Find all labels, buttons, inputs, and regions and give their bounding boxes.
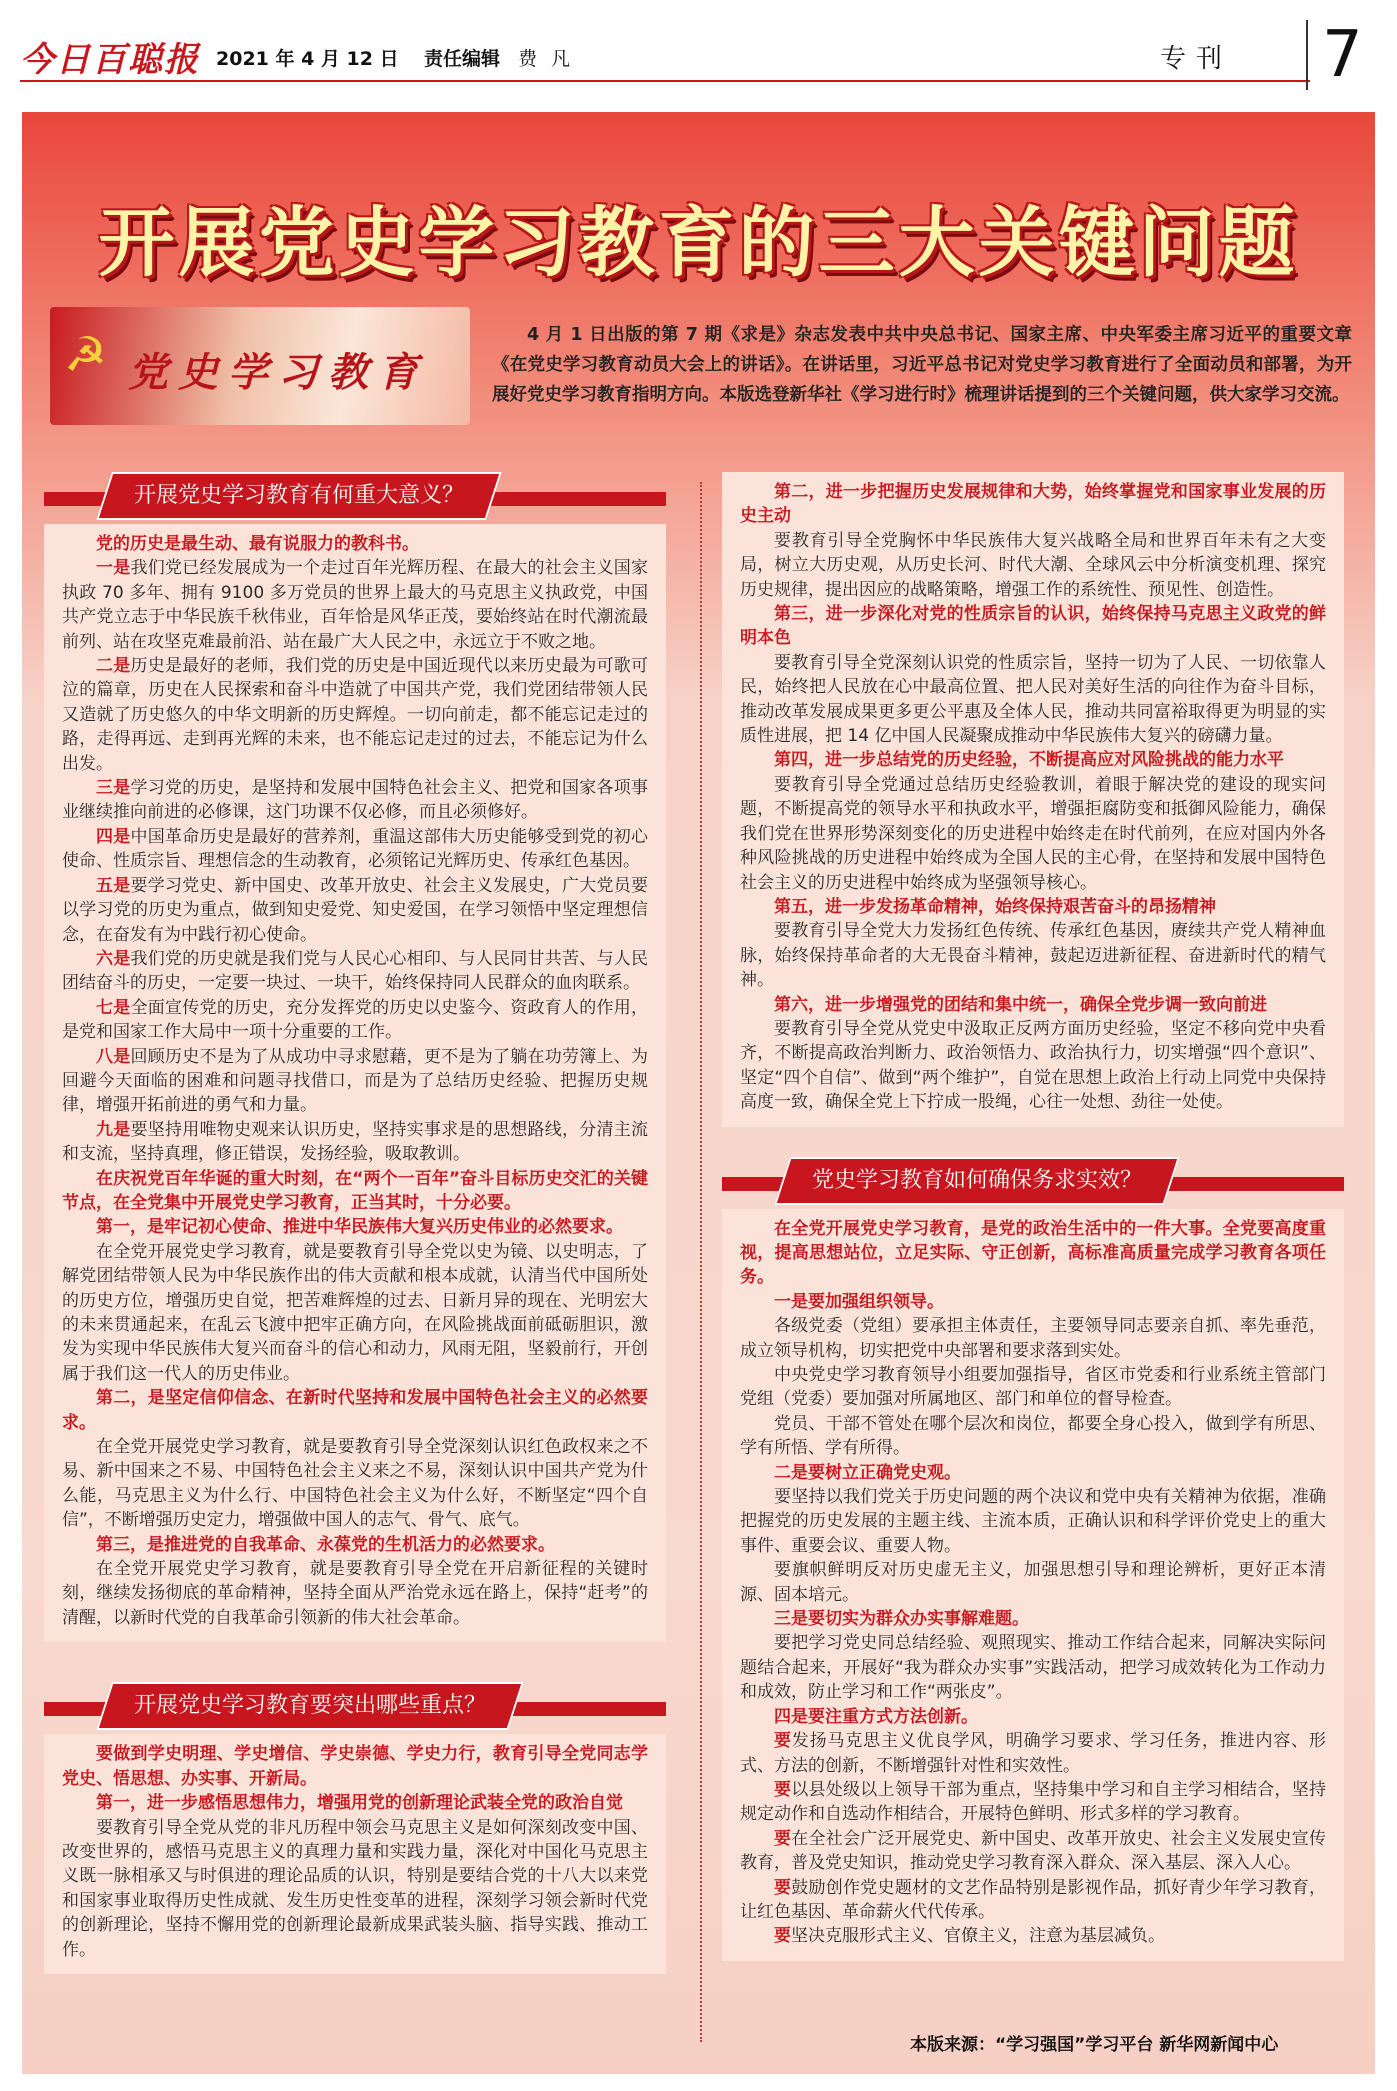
source-credit: 本版来源：“学习强国”学习平台 新华网新闻中心 [910,2035,1279,2055]
party-emblem-icon: ☭ [64,327,108,383]
s2-para-2: 要教育引导全党胸怀中华民族伟大复兴战略全局和世界百年未有之大变局，树立大历史观，从历史长河、时代大潮、全球风云中分析演变机理、探究历史规律，提出因应的战略策略，增强工作的系统性、预见性、创造性。 [740,530,1326,600]
issue-date: 2021 年 4 月 12 日 [216,48,399,70]
s2-subhead-3: 第三，进一步深化对党的性质宗旨的认识，始终保持马克思主义政党的鲜明本色 [740,604,1326,649]
s3-subhead-2: 二是要树立正确党史观。 [774,1462,961,1483]
s3-subhead-3: 三是要切实为群众办实事解难题。 [774,1609,1029,1630]
section-2-title: 开展党史学习教育要突出哪些重点？ [134,1693,487,1719]
s1-point-9: 九是要坚持用唯物史观来认识历史，坚持实事求是的思想路线，分清主流和支流，坚持真理，修正错误，发扬经验，吸取教训。 [62,1119,649,1165]
s3-para-10: 要鼓励创作党史题材的文艺作品特别是影视作品，抓好青少年学习教育，让红色基因、革命薪火代代传承。 [740,1877,1327,1922]
s2-para-5: 要教育引导全党大力发扬红色传统、传承红色基因，赓续共产党人精神血脉，始终保持革命者的大无畏奋斗精神，鼓起迈进新征程、奋进新时代的精气神。 [740,921,1326,991]
column-divider [700,482,702,2042]
feature-panel [22,112,1375,2074]
s1-point-5: 五是要学习党史、新中国史、改革开放史、社会主义发展史，广大党员要以学习党的历史为重点，做到知史爱党、知史爱国，在学习领悟中坚定理想信念，在奋发有为中践行初心使命。 [62,875,649,945]
s1-point-2: 二是历史是最好的老师，我们党的历史是中国近现代以来历史最为可歌可泣的篇章，历史在人民探索和奋斗中造就了中国共产党，我们党团结带领人民又造就了历史悠久的中华文明新的历史辉煌。一切向前走，都不能忘记走过的路，走得再远、走到再光辉的未来，也不能忘记走过的过去，不能忘记为什么出发。 [62,656,649,774]
masthead [0,0,1397,90]
s3-subhead-4: 四是要注重方式方法创新。 [774,1706,978,1727]
s2-lead: 要做到学史明理、学史增信、学史崇德、学史力行，教育引导全党同志学党史、悟思想、办实事、开新局。 [62,1744,648,1789]
s2-para-4: 要教育引导全党通过总结历史经验教训，着眼于解决党的建设的现实问题，不断提高党的领导水平和执政水平，增强拒腐防变和抵御风险能力，确保我们党在世界形势深刻变化的历史进程中始终走在时代前列，在应对国内外各种风险挑战的历史进程中始终成为全国人民的主心骨，在坚持和发展中国特色社会主义的历史进程中始终成为坚强领导核心。 [740,774,1326,893]
page-number: 7 [1322,18,1363,92]
party-history-banner [50,307,470,425]
s1-para-2: 在全党开展党史学习教育，就是要教育引导全党深刻认识红色政权来之不易、新中国来之不易、中国特色社会主义来之不易，深刻认识中国共产党为什么能，马克思主义为什么行、中国特色社会主义为什么好，不断坚定“四个自信”，不断增强历史定力，增强做中国人的志气、骨气、底气。 [62,1437,648,1531]
s1-summary: 在庆祝党百年华诞的重大时刻，在“两个一百年”奋斗目标历史交汇的关键节点，在全党集中开展党史学习教育，正当其时，十分必要。 [62,1168,648,1213]
s2-subhead-2: 第二，进一步把握历史发展规律和大势，始终掌握党和国家事业发展的历史主动 [740,482,1326,527]
s2-subhead-4: 第四，进一步总结党的历史经验，不断提高应对风险挑战的能力水平 [774,750,1284,771]
s3-para-5: 要旗帜鲜明反对历史虚无主义，加强思想引导和理论辨析，更好正本清源、固本培元。 [740,1560,1326,1605]
s2-subhead-1: 第一，进一步感悟思想伟力，增强用党的创新理论武装全党的政治自觉 [96,1793,623,1814]
s1-point-6: 六是我们党的历史就是我们党与人民心心相印、与人民同甘共苦、与人民团结奋斗的历史，一定要一块过、一块干，始终保持同人民群众的血肉联系。 [62,948,649,994]
headline: 开展党史学习教育的三大关键问题 [98,198,1299,287]
s2-para-1: 要教育引导全党从党的非凡历程中领会马克思主义是如何深刻改变中国、改变世界的，感悟马克思主义的真理力量和实践力量，深化对中国化马克思主义既一脉相承又与时俱进的理论品质的认识，特别是要结合党的十八大以来党和国家事业取得历史性成就、发生历史性变革的进程，深刻学习领会新时代党的创新理论，坚持不懈用党的创新理论最新成果武装头脑、指导实践、推动工作。 [62,1817,648,1960]
s3-para-8: 要以县处级以上领导干部为重点，坚持集中学习和自主学习相结合，坚持规定动作和自选动作相结合，开展特色鲜明、形式多样的学习教育。 [740,1779,1327,1825]
section-3-body [722,1209,1344,1961]
s3-para-11: 要坚决克服形式主义、官僚主义，注意为基层减负。 [774,1926,1165,1947]
editor-label: 责任编辑 [424,48,501,70]
s1-point-4: 四是中国革命历史是最好的营养剂，重温这部伟大历史能够受到党的初心使命、性质宗旨、理想信念的生动教育，必须铭记光辉历史、传承红色基因。 [62,826,649,872]
intro-paragraph: 4 月 1 日出版的第 7 期《求是》杂志发表中共中央总书记、国家主席、中央军委主席习近平的重要文章《在党史学习教育动员大会上的讲话》。在讲话里，习近平总书记对党史学习教育进行了全面动员和部署，为开展好党史学习教育指明方向。本版选登新华社《学习进行时》梳理讲话提到的三个关键问题，供大家学习交流。 [492,325,1352,405]
s3-para-4: 要坚持以我们党关于历史问题的两个决议和党中央有关精神为依据，准确把握党的历史发展的主题主线、主流本质，正确认识和科学评价党史上的重大事件、重要会议、重要人物。 [740,1487,1326,1556]
masthead-rule [20,80,1310,82]
section-1-title: 开展党史学习教育有何重大意义？ [134,483,465,508]
s2-subhead-5: 第五，进一步发扬革命精神，始终保持艰苦奋斗的昂扬精神 [774,896,1216,917]
s3-para-6: 要把学习党史同总结经验、观照现实、推动工作结合起来，同解决实际问题结合起来，开展好“我为群众办实事”实践活动，把学习成效转化为工作动力和成效，防止学习和工作“两张皮”。 [740,1633,1326,1703]
left-column [44,472,666,1974]
s3-para-1: 各级党委（党组）要承担主体责任，主要领导同志要亲自抓、率先垂范，成立领导机构，切实把党中央部署和要求落到实处。 [740,1316,1326,1361]
section-3-title: 党史学习教育如何确保务求实效？ [812,1167,1143,1193]
right-column [722,472,1344,1961]
s3-para-7: 要发扬马克思主义优良学风，明确学习要求、学习任务，推进内容、形式、方法的创新，不断增强针对性和实效性。 [740,1731,1327,1776]
s3-lead: 在全党开展党史学习教育，是党的政治生活中的一件大事。全党要高度重视，提高思想站位，立足实际、守正创新，高标准高质量完成学习教育各项任务。 [740,1218,1326,1288]
s1-subhead-1: 第一，是牢记初心使命、推进中华民族伟大复兴历史伟业的必然要求。 [96,1217,623,1238]
editor-credit [424,44,584,71]
s2-para-6: 要教育引导全党从党史中汲取正反两方面历史经验，坚定不移向党中央看齐，不断提高政治判断力、政治领悟力、政治执行力，切实增强“四个意识”、坚定“四个自信”、做到“两个维护”，自觉在思想上政治上行动上同党中央保持高度一致，确保全党上下拧成一股绳，心往一处想、劲往一处使。 [740,1018,1326,1113]
section-1-body [44,524,666,1642]
section-2-header [44,1682,666,1728]
section-1-header [44,472,666,518]
section-name: 专刊 [1160,44,1233,74]
s1-point-8: 八是回顾历史不是为了从成功中寻求慰藉，更不是为了躺在功劳簿上、为回避今天面临的困难和问题寻找借口，而是为了总结历史经验、把握历史规律，增强开拓前进的勇气和力量。 [62,1046,649,1116]
s1-para-3: 在全党开展党史学习教育，就是要教育引导全党在开启新征程的关键时刻，继续发扬彻底的革命精神，坚持全面从严治党永远在路上，保持“赶考”的清醒，以新时代党的自我革命引领新的伟大社会革命。 [62,1559,648,1628]
s3-subhead-1: 一是要加强组织领导。 [774,1291,944,1312]
banner-text: 党史学习教育 [128,349,428,396]
section-2-body-part-2 [722,472,1344,1127]
s2-para-3: 要教育引导全党深刻认识党的性质宗旨，坚持一切为了人民、一切依靠人民，始终把人民放在心中最高位置、把人民对美好生活的向往作为奋斗目标，推动改革发展成果更多更公平惠及全体人民，推动共同富裕取得更为明显的实质性进展，把 14 亿中国人民凝聚成推动中华民族伟大复兴的磅礴力量。 [740,652,1326,747]
section-3-header [722,1157,1344,1203]
s1-subhead-2: 第二，是坚定信仰信念、在新时代坚持和发展中国特色社会主义的必然要求。 [62,1388,648,1433]
s1-lead: 党的历史是最生动、最有说服力的教科书。 [96,534,419,554]
s3-para-3: 党员、干部不管处在哪个层次和岗位，都要全身心投入，做到学有所思、学有所悟、学有所得。 [740,1413,1326,1459]
s1-para-1: 在全党开展党史学习教育，就是要教育引导全党以史为镜、以史明志，了解党团结带领人民为中华民族作出的伟大贡献和根本成就，认清当代中国所处的历史方位，增强历史自觉，把苦难辉煌的过去、日新月异的现在、光明宏大的未来贯通起来，在乱云飞渡中把牢正确方向，在风险挑战面前砥砺胆识，激发为实现中华民族伟大复兴而奋斗的信心和动力，风雨无阻，坚毅前行，开创属于我们这一代人的历史伟业。 [62,1241,648,1384]
s2-subhead-6: 第六，进一步增强党的团结和集中统一，确保全党步调一致向前进 [774,994,1267,1015]
s1-point-3: 三是学习党的历史，是坚持和发展中国特色社会主义、把党和国家各项事业继续推向前进的必修课，这门功课不仅必修，而且必须修好。 [62,778,649,823]
s1-point-7: 七是全面宣传党的历史，充分发挥党的历史以史鉴今、资政育人的作用，是党和国家工作大局中一项十分重要的工作。 [62,997,649,1043]
s3-para-9: 要在全社会广泛开展党史、新中国史、改革开放史、社会主义发展史宣传教育，普及党史知识，推动党史学习教育深入群众、深入基层、深入人心。 [740,1828,1327,1874]
editor-name: 费凡 [518,48,585,70]
s1-subhead-3: 第三，是推进党的自我革命、永葆党的生机活力的必然要求。 [96,1534,555,1555]
s3-para-2: 中央党史学习教育领导小组要加强指导，省区市党委和行业系统主管部门党组（党委）要加强对所属地区、部门和单位的督导检查。 [740,1365,1326,1410]
newspaper-logo: 今日百聪报 [20,40,200,80]
s1-point-1: 一是我们党已经发展成为一个走过百年光辉历程、在最大的社会主义国家执政 70 多年、拥有 9100 多万党员的世界上最大的马克思主义执政党，中国共产党立志于中华民族千秋伟业，百年恰是风华正茂，要始终站在时代潮流最前列、站在攻坚克难最前沿、站在最广大人民之中，永远立于不败之地。 [62,558,649,652]
masthead-divider [1306,20,1308,90]
section-2-body-part-1 [44,1734,666,1974]
